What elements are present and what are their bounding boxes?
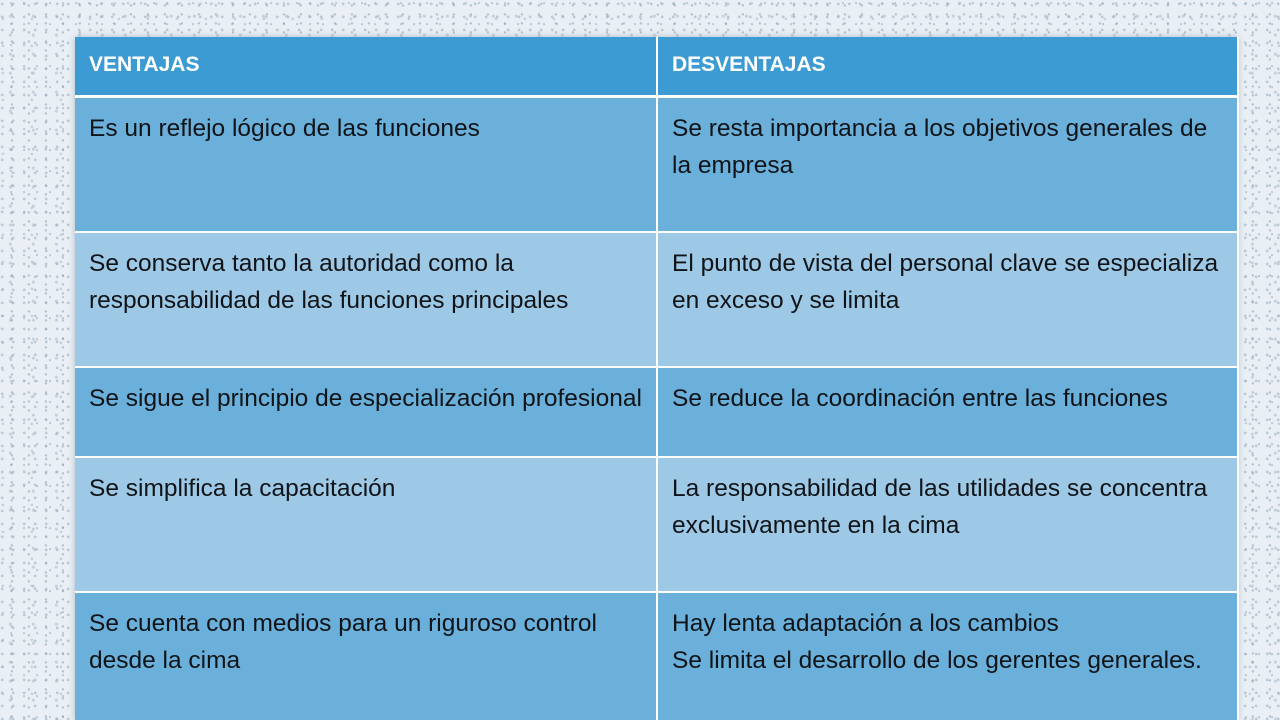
desventaja-cell: La responsabilidad de las utilidades se concentra exclusivamente en la cima	[657, 457, 1238, 592]
ventaja-cell: Se conserva tanto la autoridad como la responsabilidad de las funciones principales	[75, 232, 657, 367]
table-row	[75, 232, 1238, 367]
desventaja-line: Hay lenta adaptación a los cambios	[672, 610, 1059, 637]
comparison-table-container	[75, 37, 1238, 720]
desventaja-cell	[657, 592, 1238, 720]
table-row	[75, 367, 1238, 457]
table-header-row	[75, 37, 1238, 97]
desventaja-cell: Se resta importancia a los objetivos generales de la empresa	[657, 97, 1238, 233]
table-row	[75, 97, 1238, 233]
header-desventajas: DESVENTAJAS	[657, 37, 1238, 97]
table-row	[75, 592, 1238, 720]
desventaja-cell: El punto de vista del personal clave se especializa en exceso y se limita	[657, 232, 1238, 367]
desventaja-line: Se limita el desarrollo de los gerentes generales.	[672, 647, 1202, 674]
ventaja-cell: Se sigue el principio de especialización profesional	[75, 367, 657, 457]
desventaja-cell: Se reduce la coordinación entre las funciones	[657, 367, 1238, 457]
table-row	[75, 457, 1238, 592]
header-ventajas: VENTAJAS	[75, 37, 657, 97]
ventaja-cell: Es un reflejo lógico de las funciones	[75, 97, 657, 233]
comparison-table	[75, 37, 1239, 720]
ventaja-cell: Se simplifica la capacitación	[75, 457, 657, 592]
ventaja-cell: Se cuenta con medios para un riguroso control desde la cima	[75, 592, 657, 720]
